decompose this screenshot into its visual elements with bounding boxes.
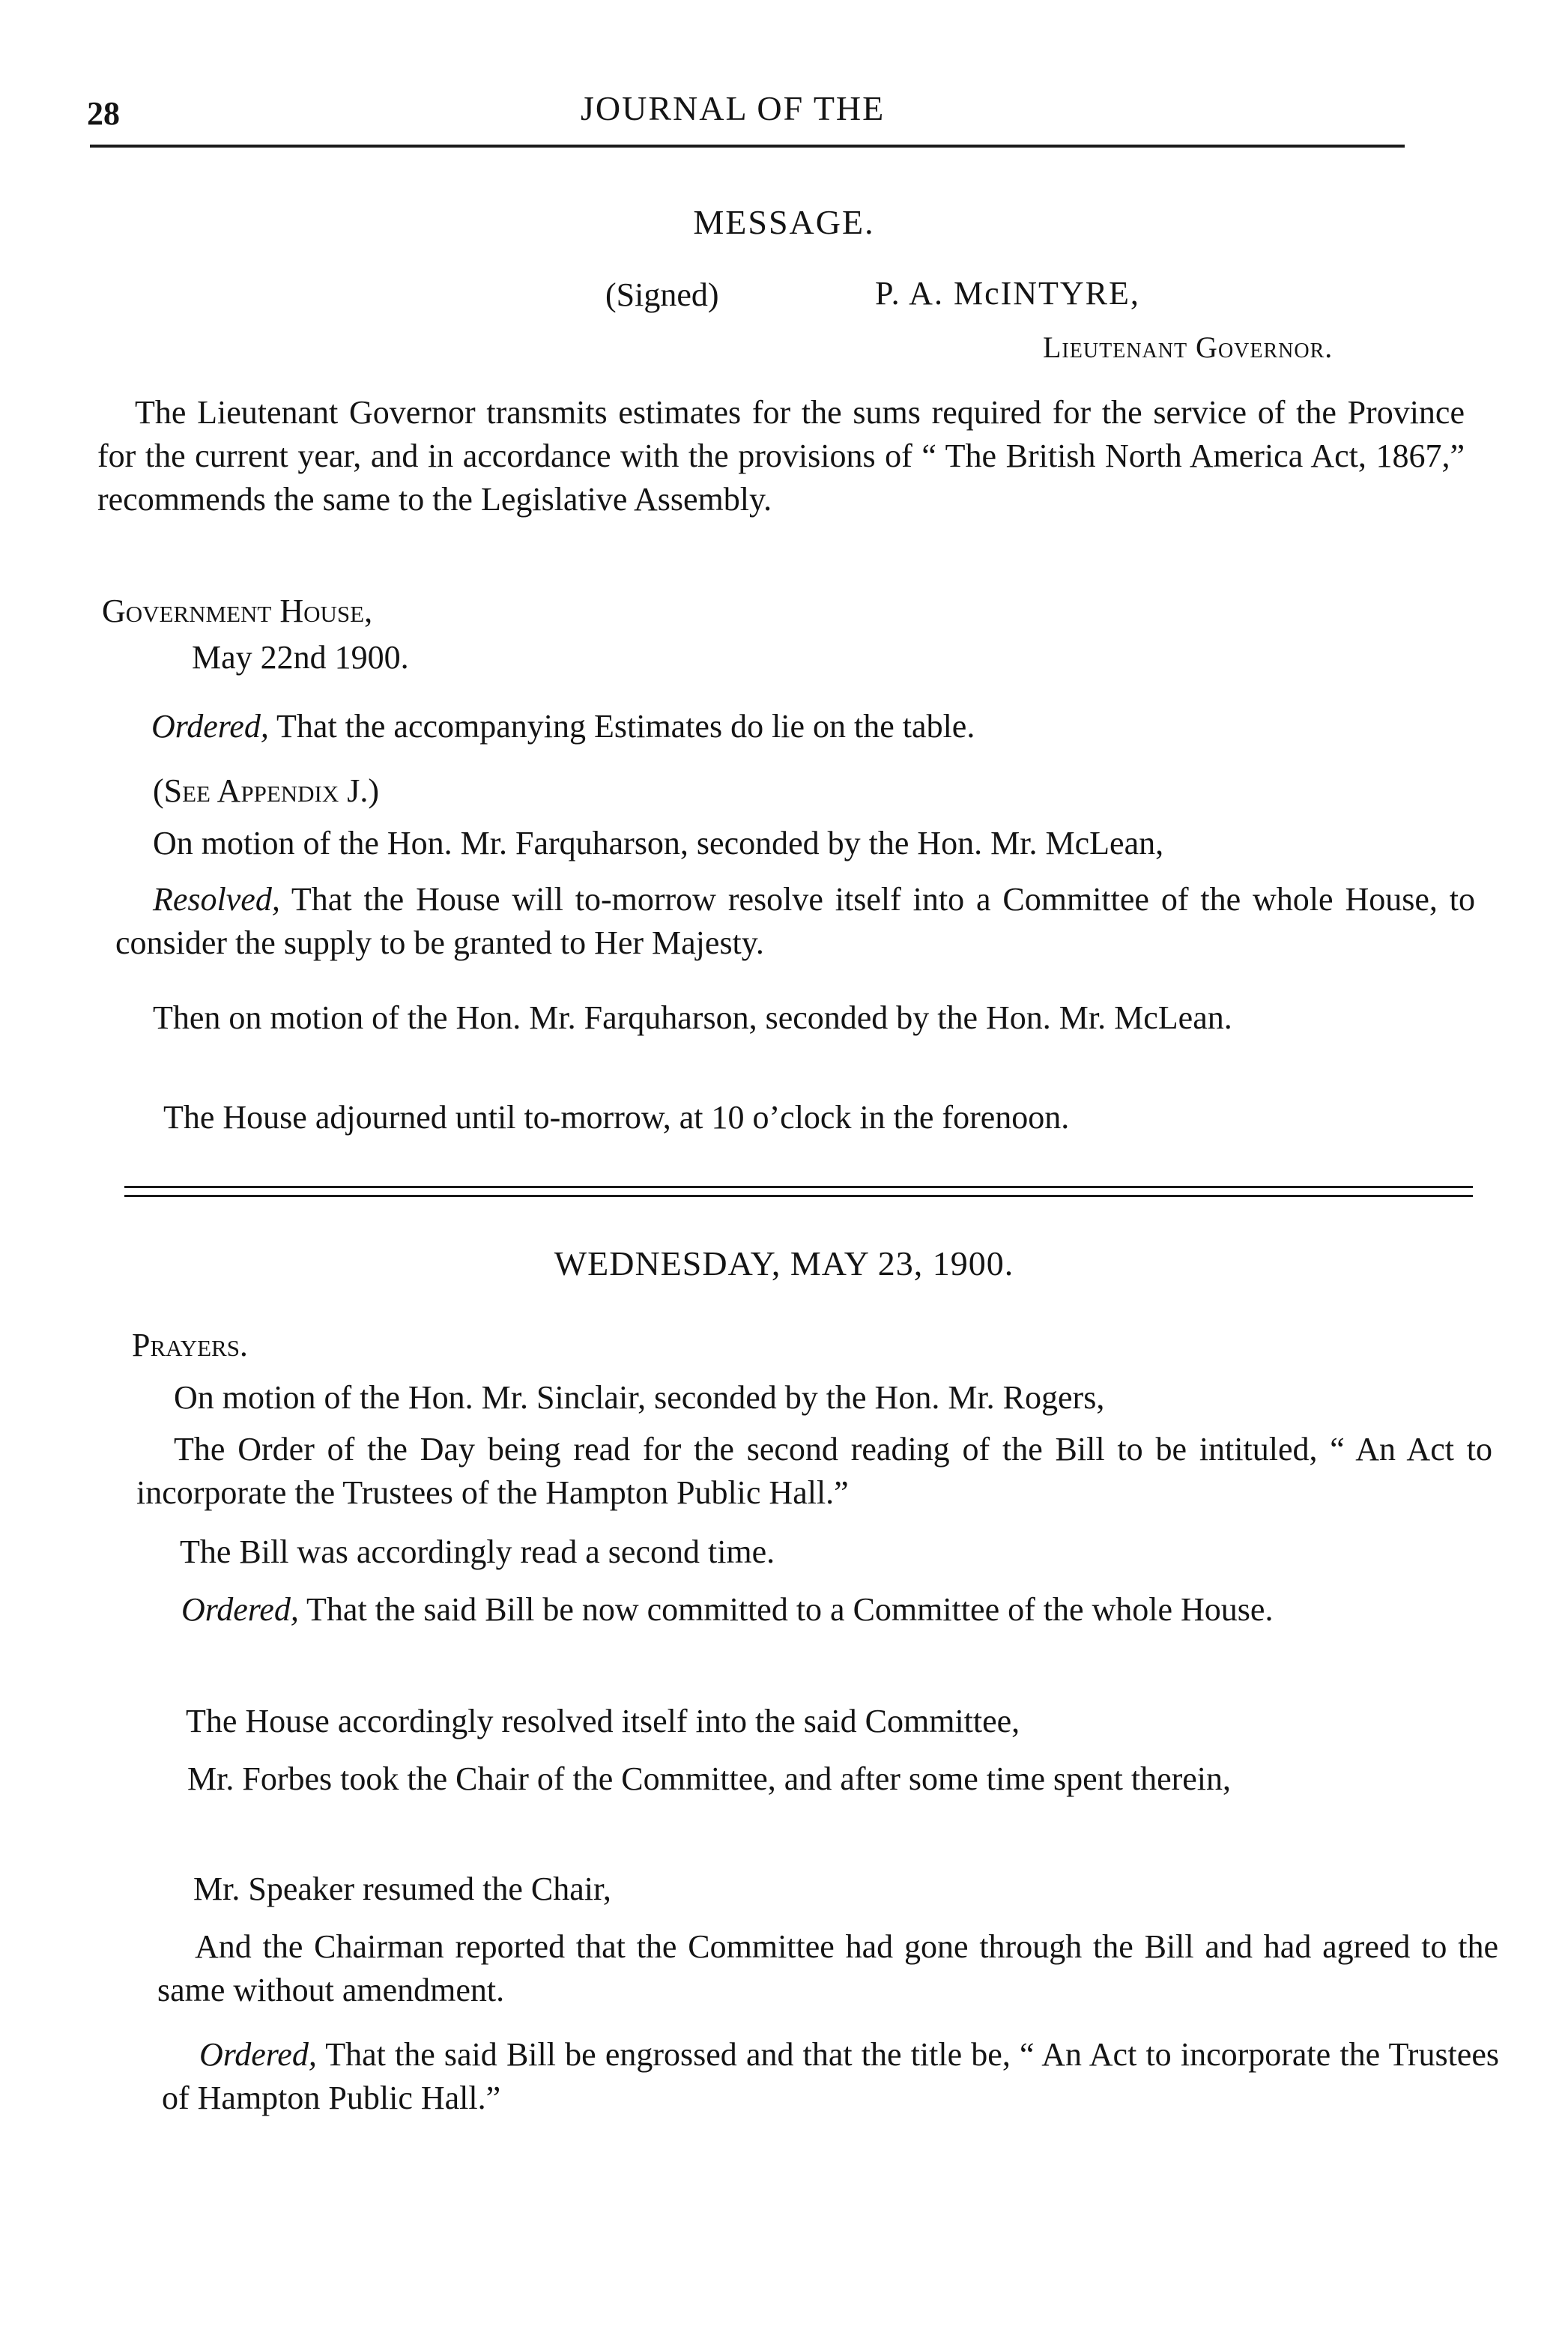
read-second-time: The Bill was accordingly read a second time. [180, 1533, 775, 1570]
chairman-text: And the Chairman reported that the Committee had gone through the Bill and had agreed to the same without amendment. [157, 1928, 1498, 2008]
section-rule-upper [124, 1186, 1473, 1188]
resolved-committee: The House accordingly resolved itself into the said Committee, [186, 1703, 1020, 1739]
then-motion-paragraph [115, 996, 1475, 1040]
motion-farquharson: On motion of the Hon. Mr. Farquharson, seconded by the Hon. Mr. McLean, [153, 825, 1164, 861]
ordered-committed-paragraph [144, 1588, 1492, 1632]
ordered-committed-text: That the said Bill be now committed to a Committee of the whole House. [306, 1591, 1274, 1628]
forbes-text: Mr. Forbes took the Chair of the Committee, and after some time spent therein, [187, 1760, 1232, 1797]
adjourned-line: The House adjourned until to-morrow, at 10 o’clock in the forenoon. [163, 1099, 1070, 1136]
signer-title: Lieutenant Governor. [1043, 330, 1334, 364]
message-heading: MESSAGE. [693, 203, 875, 241]
ordered-engrossed-text: That the said Bill be engrossed and that the title be, “ An Act to incorporate the Trustees of Hampton Public Hall.” [162, 2036, 1499, 2116]
resolved-label: Resolved, [153, 881, 280, 918]
message-date: May 22nd 1900. [192, 639, 409, 676]
message-body-text: The Lieutenant Governor transmits estimates for the sums required for the service of the Province for the current year, and in accordance with the provisions of “ The British North America Act, 1867,” recommends the same to the Legislative Assembly. [97, 394, 1465, 518]
header-rule [90, 145, 1405, 148]
running-title: JOURNAL OF THE [581, 89, 886, 127]
prayers-label: Prayers. [132, 1327, 248, 1363]
ordered-engrossed-paragraph [162, 2033, 1499, 2120]
section-rule-lower [124, 1195, 1473, 1197]
forbes-paragraph [150, 1757, 1495, 1801]
then-motion-text: Then on motion of the Hon. Mr. Farquharson, seconded by the Hon. Mr. McLean. [153, 999, 1232, 1036]
signed-label: (Signed) [605, 276, 719, 313]
appendix-reference: (See Appendix J.) [153, 772, 380, 809]
motion-sinclair: On motion of the Hon. Mr. Sinclair, seconded by the Hon. Mr. Rogers, [174, 1379, 1105, 1416]
ordered-label: Ordered, [199, 2036, 317, 2073]
page-number: 28 [87, 95, 120, 132]
order-of-day-paragraph [136, 1428, 1492, 1515]
wednesday-heading: WEDNESDAY, MAY 23, 1900. [554, 1244, 1014, 1282]
resolved-paragraph [115, 878, 1475, 965]
resolved-text: That the House will to-morrow resolve itself into a Committee of the whole House, to consider the supply to be granted to Her Majesty. [115, 881, 1475, 961]
ordered-estimates [151, 707, 975, 745]
ordered-label: Ordered, [151, 708, 269, 745]
ordered-text: That the accompanying Estimates do lie on the table. [276, 708, 975, 745]
ordered-label: Ordered, [181, 1591, 299, 1628]
signer-name: P. A. McINTYRE, [875, 275, 1140, 312]
message-body [97, 391, 1465, 521]
speaker-resumed: Mr. Speaker resumed the Chair, [193, 1871, 611, 1907]
order-of-day-text: The Order of the Day being read for the second reading of the Bill to be intituled, “ An Act to incorporate the Trustees of the Hampton Public Hall.” [136, 1431, 1492, 1511]
chairman-paragraph [157, 1925, 1498, 2012]
message-place: Government House, [102, 593, 373, 629]
